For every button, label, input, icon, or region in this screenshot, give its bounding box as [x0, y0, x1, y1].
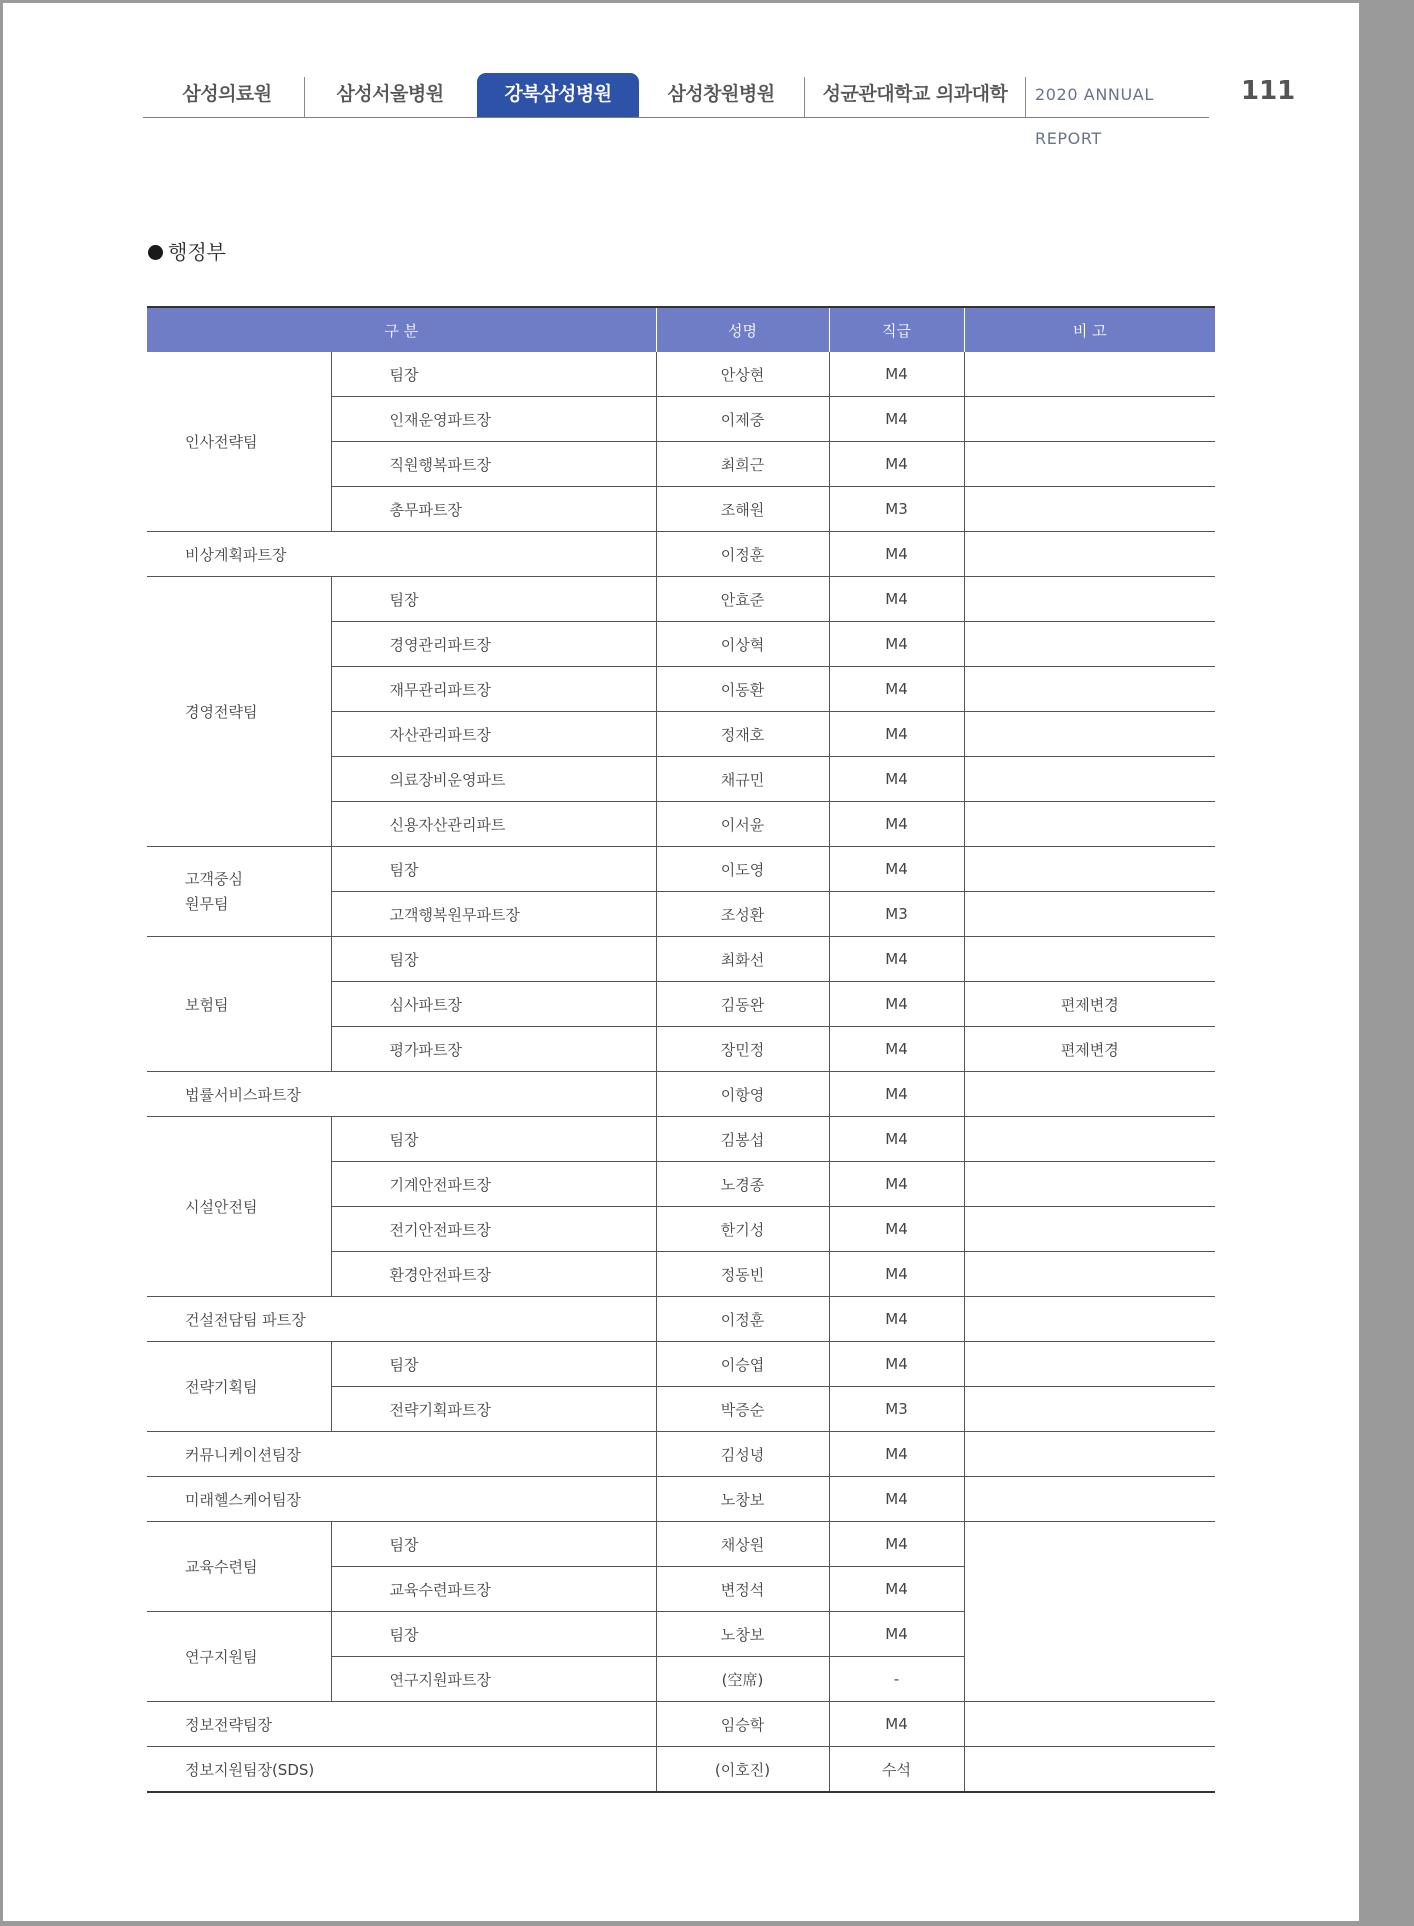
position-title: 팀장: [331, 937, 656, 982]
person-rank: M4: [829, 1477, 964, 1522]
person-name: 조성환: [656, 892, 829, 937]
note-cell: [964, 1477, 1215, 1522]
person-name: 안상현: [656, 352, 829, 397]
position-title: 총무파트장: [331, 487, 656, 532]
note-cell: [964, 892, 1215, 937]
note-cell: [964, 712, 1215, 757]
note-cell: 편제변경: [964, 982, 1215, 1027]
note-cell: [964, 1117, 1215, 1162]
person-name: 이승엽: [656, 1342, 829, 1387]
person-rank: 수석: [829, 1747, 964, 1793]
note-cell: [964, 532, 1215, 577]
person-rank: M4: [829, 622, 964, 667]
table-row: [147, 1432, 1215, 1477]
table-row: [147, 352, 1215, 397]
person-rank: M3: [829, 1387, 964, 1432]
person-name: 이서윤: [656, 802, 829, 847]
report-page: [2, 2, 1360, 1922]
person-rank: M4: [829, 847, 964, 892]
note-cell: [964, 1387, 1215, 1432]
table-row: [147, 847, 1215, 892]
person-name: 박증순: [656, 1387, 829, 1432]
position-title: 직원행복파트장: [331, 442, 656, 487]
table-row: [147, 577, 1215, 622]
note-cell: [964, 1252, 1215, 1297]
person-rank: M4: [829, 442, 964, 487]
column-header-name: 성명: [656, 307, 829, 352]
person-name: 임승학: [656, 1702, 829, 1747]
note-cell: [964, 442, 1215, 487]
note-cell: [964, 622, 1215, 667]
team-name: 인사전략팀: [147, 352, 331, 532]
table-row: [147, 1117, 1215, 1162]
person-rank: M4: [829, 1612, 964, 1657]
note-cell: [964, 1297, 1215, 1342]
position-title: 미래헬스케어팀장: [147, 1477, 656, 1522]
tab-divider: [1025, 77, 1026, 117]
position-title: 팀장: [331, 847, 656, 892]
person-rank: M4: [829, 712, 964, 757]
position-title: 재무관리파트장: [331, 667, 656, 712]
position-title: 인재운영파트장: [331, 397, 656, 442]
person-name: 최화선: [656, 937, 829, 982]
person-name: 변정석: [656, 1567, 829, 1612]
person-rank: M4: [829, 1027, 964, 1072]
column-header-note: 비 고: [964, 307, 1215, 352]
table-row: [147, 1342, 1215, 1387]
table-row: [147, 1297, 1215, 1342]
person-name: 이정훈: [656, 1297, 829, 1342]
table-row: [147, 1477, 1215, 1522]
tab-divider: [804, 77, 805, 117]
position-title: 전기안전파트장: [331, 1207, 656, 1252]
section-heading: [148, 236, 226, 265]
person-rank: M4: [829, 397, 964, 442]
person-rank: M4: [829, 532, 964, 577]
person-rank: M4: [829, 667, 964, 712]
tab-divider: [304, 77, 305, 117]
person-rank: M4: [829, 937, 964, 982]
note-cell: [964, 937, 1215, 982]
table-row: [147, 1702, 1215, 1747]
position-title: 비상계획파트장: [147, 532, 656, 577]
person-rank: M4: [829, 1162, 964, 1207]
note-cell: [964, 352, 1215, 397]
person-name: 노창보: [656, 1477, 829, 1522]
team-name: 시설안전팀: [147, 1117, 331, 1297]
person-name: 최희근: [656, 442, 829, 487]
note-cell: [964, 1072, 1215, 1117]
note-cell: [964, 1702, 1215, 1747]
person-name: 채상원: [656, 1522, 829, 1567]
person-name: 노경종: [656, 1162, 829, 1207]
position-title: 기계안전파트장: [331, 1162, 656, 1207]
column-header-rank: 직급: [829, 307, 964, 352]
person-name: 노창보: [656, 1612, 829, 1657]
tab-samsung-changwon-hospital[interactable]: 삼성창원병원: [667, 83, 775, 105]
note-cell: [964, 667, 1215, 712]
person-name: 김봉섭: [656, 1117, 829, 1162]
team-name: 보험팀: [147, 937, 331, 1072]
position-title: 건설전담팀 파트장: [147, 1297, 656, 1342]
person-rank: M4: [829, 982, 964, 1027]
note-cell: [964, 397, 1215, 442]
position-title: 커뮤니케이션팀장: [147, 1432, 656, 1477]
person-rank: M4: [829, 1702, 964, 1747]
person-name: 이동환: [656, 667, 829, 712]
person-name: (空席): [656, 1657, 829, 1702]
person-rank: M3: [829, 487, 964, 532]
note-cell: [964, 487, 1215, 532]
note-cell: [964, 1747, 1215, 1793]
position-title: 전략기획파트장: [331, 1387, 656, 1432]
person-name: 정동빈: [656, 1252, 829, 1297]
person-name: (이호진): [656, 1747, 829, 1793]
person-name: 이상혁: [656, 622, 829, 667]
note-cell: [964, 847, 1215, 892]
person-rank: M4: [829, 1072, 964, 1117]
person-name: 이정훈: [656, 532, 829, 577]
person-name: 채규민: [656, 757, 829, 802]
person-name: 이항영: [656, 1072, 829, 1117]
position-title: 심사파트장: [331, 982, 656, 1027]
position-title: 경영관리파트장: [331, 622, 656, 667]
person-rank: M4: [829, 577, 964, 622]
position-title: 평가파트장: [331, 1027, 656, 1072]
table-row: [147, 1747, 1215, 1793]
position-title: 팀장: [331, 1117, 656, 1162]
position-title: 팀장: [331, 1522, 656, 1567]
note-cell: [964, 1207, 1215, 1252]
annual-report-label: 2020 ANNUAL REPORT: [1035, 85, 1154, 148]
person-name: 이도영: [656, 847, 829, 892]
position-title: 의료장비운영파트: [331, 757, 656, 802]
person-name: 한기성: [656, 1207, 829, 1252]
column-header-category: 구 분: [147, 307, 656, 352]
person-rank: M4: [829, 1432, 964, 1477]
person-rank: M4: [829, 1207, 964, 1252]
position-title: 신용자산관리파트: [331, 802, 656, 847]
person-rank: M4: [829, 1567, 964, 1612]
table-row: [147, 532, 1215, 577]
position-title: 고객행복원무파트장: [331, 892, 656, 937]
team-name: 고객중심 원무팀: [147, 847, 331, 937]
position-title: 팀장: [331, 1342, 656, 1387]
person-name: 조해원: [656, 487, 829, 532]
page-number: 111: [1241, 76, 1296, 106]
team-name: 경영전략팀: [147, 577, 331, 847]
note-cell: [964, 1342, 1215, 1387]
tab-samsung-medical-center[interactable]: 삼성의료원: [182, 83, 272, 105]
team-name: 교육수련팀: [147, 1522, 331, 1612]
bullet-icon: [148, 245, 163, 260]
person-rank: M4: [829, 1297, 964, 1342]
table-row: [147, 1072, 1215, 1117]
position-title: 자산관리파트장: [331, 712, 656, 757]
person-rank: M4: [829, 1252, 964, 1297]
person-rank: M4: [829, 1522, 964, 1567]
table-row: [147, 937, 1215, 982]
person-rank: M4: [829, 1342, 964, 1387]
note-cell: 편제변경: [964, 1027, 1215, 1072]
person-rank: M3: [829, 892, 964, 937]
position-title: 환경안전파트장: [331, 1252, 656, 1297]
tab-samsung-seoul-hospital[interactable]: 삼성서울병원: [336, 83, 444, 105]
position-title: 팀장: [331, 577, 656, 622]
note-cell: [964, 757, 1215, 802]
person-name: 장민정: [656, 1027, 829, 1072]
tab-kangbuk-samsung-hospital[interactable]: 강북삼성병원: [477, 73, 639, 117]
person-name: 정재호: [656, 712, 829, 757]
section-title: 행정부: [168, 240, 226, 264]
table-row: [147, 1522, 1215, 1567]
position-title: 연구지원파트장: [331, 1657, 656, 1702]
person-rank: M4: [829, 352, 964, 397]
person-name: 김성녕: [656, 1432, 829, 1477]
position-title: 정보전략팀장: [147, 1702, 656, 1747]
team-name: 연구지원팀: [147, 1612, 331, 1702]
position-title: 법률서비스파트장: [147, 1072, 656, 1117]
staff-table: [147, 306, 1215, 1793]
note-cell: [964, 1432, 1215, 1477]
note-cell: [964, 802, 1215, 847]
person-rank: M4: [829, 1117, 964, 1162]
team-name: 전략기획팀: [147, 1342, 331, 1432]
person-rank: M4: [829, 802, 964, 847]
position-title: 정보지원팀장(SDS): [147, 1747, 656, 1793]
note-cell: [964, 1522, 1215, 1702]
tab-skku-medicine[interactable]: 성균관대학교 의과대학: [822, 83, 1008, 105]
note-cell: [964, 1162, 1215, 1207]
person-rank: M4: [829, 757, 964, 802]
person-name: 이제중: [656, 397, 829, 442]
note-cell: [964, 577, 1215, 622]
header-nav: [143, 73, 1209, 148]
person-name: 안효준: [656, 577, 829, 622]
person-name: 김동완: [656, 982, 829, 1027]
person-rank: -: [829, 1657, 964, 1702]
position-title: 팀장: [331, 1612, 656, 1657]
position-title: 팀장: [331, 352, 656, 397]
table-header-row: [147, 307, 1215, 352]
position-title: 교육수련파트장: [331, 1567, 656, 1612]
